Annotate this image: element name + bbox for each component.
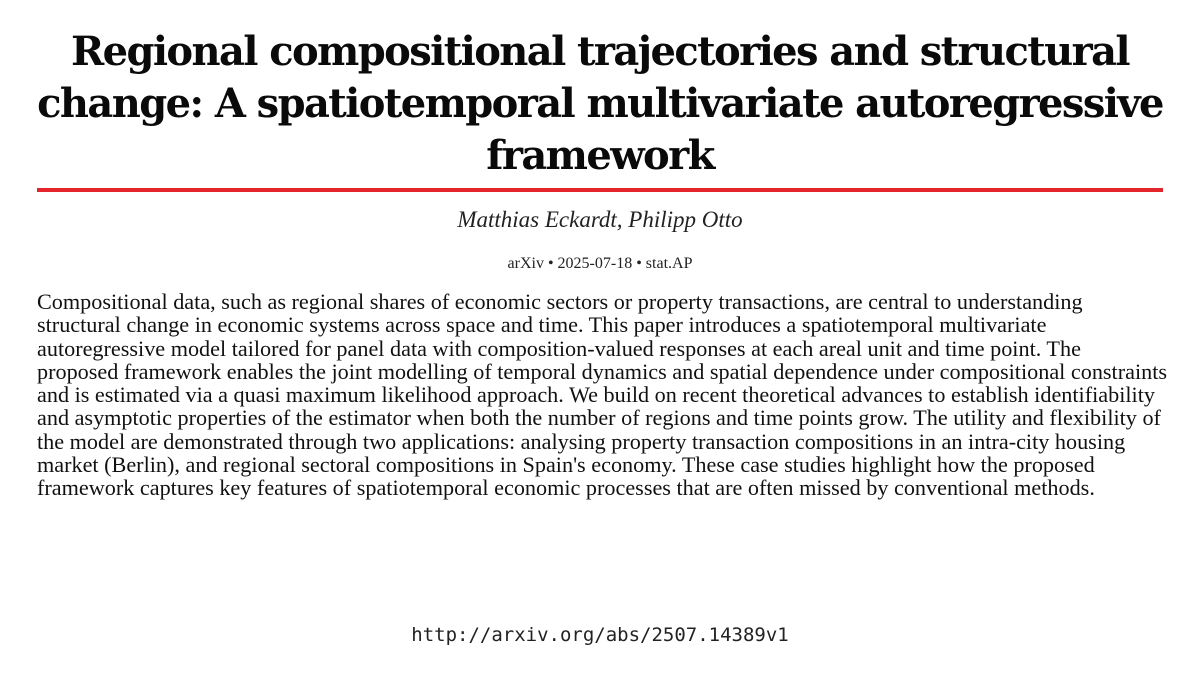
title-divider bbox=[37, 188, 1163, 192]
paper-url[interactable]: http://arxiv.org/abs/2507.14389v1 bbox=[411, 624, 789, 646]
paper-meta: arXiv • 2025-07-18 • stat.AP bbox=[507, 255, 693, 272]
paper-abstract: Compositional data, such as regional shares of economic sectors or property transactions, are central to understanding structural change in economic systems across space and time. This paper introduces a spatiotemporal multivariate autoregressive model tailored for panel data with composition-valued responses at each areal unit and time point. The proposed framework enables the joint modelling of temporal dynamics and spatial dependence under compositional constraints and is estimated via a quasi maximum likelihood approach. We build on recent theoretical advances to establish identifiability and asymptotic properties of the estimator when both the number of regions and time points grow. The utility and flexibility of the model are demonstrated through two applications: analysing property transaction compositions in an intra-city housing market (Berlin), and regional sectoral compositions in Spain's economy. These case studies highlight how the proposed framework captures key features of spatiotemporal economic processes that are often missed by conventional methods. bbox=[37, 289, 1168, 501]
paper-authors: Matthias Eckardt, Philipp Otto bbox=[457, 207, 743, 232]
paper-title: Regional compositional trajectories and structural change: A spatiotemporal multivariate autoregressive framework bbox=[37, 28, 1163, 179]
